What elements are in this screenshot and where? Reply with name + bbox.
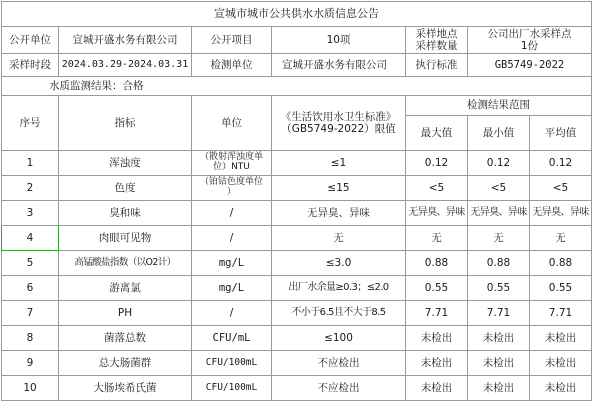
row-limit: 无异臭、异味: [272, 201, 406, 226]
row-min: 未检出: [468, 376, 530, 401]
standard-label: 执行标准: [406, 54, 468, 77]
row-unit: mg/L: [192, 251, 272, 276]
row-limit: ≤3.0: [272, 251, 406, 276]
row-avg: 未检出: [530, 326, 592, 351]
sample-site-value-line2: 1份: [520, 40, 539, 52]
header-min: 最小值: [468, 116, 530, 151]
row-unit: [192, 151, 272, 176]
sample-site-label-line1: 采样地点: [415, 27, 458, 40]
row-indicator: 肉眼可见物: [59, 226, 192, 251]
row-indicator: 臭和味: [59, 201, 192, 226]
row-avg: 0.55: [530, 276, 592, 301]
row-indicator: PH: [59, 301, 192, 326]
info-row-2: [2, 54, 592, 77]
row-min: 0.55: [468, 276, 530, 301]
row-indicator: 总大肠菌群: [59, 351, 192, 376]
sample-site-label: [406, 27, 468, 54]
row-no: 10: [2, 376, 59, 401]
info-row-1: [2, 27, 592, 54]
row-limit: ≤15: [272, 176, 406, 201]
row-max: 0.88: [406, 251, 468, 276]
row-unit: /: [192, 226, 272, 251]
test-unit-label: 检测单位: [192, 54, 272, 77]
row-avg: 无: [530, 226, 592, 251]
row-max: 7.71: [406, 301, 468, 326]
row-no: 3: [2, 201, 59, 226]
row-avg: 无异臭、异味: [530, 201, 592, 226]
project-label: 公开项目: [192, 27, 272, 54]
row-unit: CFU/100mL: [192, 376, 272, 401]
row-limit: ≤1: [272, 151, 406, 176]
header-max: 最大值: [406, 116, 468, 151]
row-indicator: 菌落总数: [59, 326, 192, 351]
row-unit: mg/L: [192, 276, 272, 301]
row-unit-line1: （散射浑浊度单: [199, 152, 263, 163]
water-quality-notice-sheet: [1, 1, 591, 401]
publisher-label: 公开单位: [2, 27, 59, 54]
row-min: 0.88: [468, 251, 530, 276]
result-text: 水质监测结果：合格: [2, 77, 592, 96]
table-row: [2, 151, 592, 176]
row-indicator: 色度: [59, 176, 192, 201]
row-avg: 未检出: [530, 351, 592, 376]
row-max: 未检出: [406, 351, 468, 376]
row-no: 6: [2, 276, 59, 301]
header-result-range: 检测结果范围: [406, 96, 592, 116]
row-unit: /: [192, 301, 272, 326]
row-indicator: 大肠埃希氏菌: [59, 376, 192, 401]
row-max: 0.55: [406, 276, 468, 301]
table-row: [2, 326, 592, 351]
table-row: [2, 201, 592, 226]
table-row: [2, 376, 592, 401]
row-max: 未检出: [406, 326, 468, 351]
row-no: 7: [2, 301, 59, 326]
period-value: 2024.03.29-2024.03.31: [59, 54, 192, 77]
publisher-value: 宣城开盛水务有限公司: [59, 27, 192, 54]
row-min: 未检出: [468, 351, 530, 376]
row-unit: /: [192, 201, 272, 226]
row-max: 0.12: [406, 151, 468, 176]
row-unit-line2: ）: [226, 187, 236, 197]
table-row: [2, 276, 592, 301]
row-avg: 0.12: [530, 151, 592, 176]
header-no: 序号: [2, 96, 59, 151]
sample-site-label-line2: 采样数量: [415, 40, 458, 52]
period-label: 采样时段: [2, 54, 59, 77]
row-unit: CFU/100mL: [192, 351, 272, 376]
row-avg: 7.71: [530, 301, 592, 326]
row-limit: ≤100: [272, 326, 406, 351]
table-row: [2, 176, 592, 201]
row-min: 7.71: [468, 301, 530, 326]
row-unit: CFU/mL: [192, 326, 272, 351]
row-indicator: 浑浊度: [59, 151, 192, 176]
table-row: [2, 301, 592, 326]
row-max: <5: [406, 176, 468, 201]
row-max: 无: [406, 226, 468, 251]
table-row: [2, 226, 592, 251]
row-indicator: 游离氯: [59, 276, 192, 301]
standard-value: GB5749-2022: [468, 54, 592, 77]
header-row-1: [2, 96, 592, 116]
result-row: [2, 77, 592, 96]
row-limit: 出厂水余量≥0.3；≤2.0: [272, 276, 406, 301]
header-avg: 平均值: [530, 116, 592, 151]
table-row: [2, 351, 592, 376]
row-unit-line2: 位）NTU: [213, 162, 250, 172]
row-no: 1: [2, 151, 59, 176]
row-no: 4: [2, 226, 59, 251]
sample-site-value-line1: 公司出厂水采样点: [487, 27, 572, 40]
row-limit: 不小于6.5且不大于8.5: [272, 301, 406, 326]
row-min: 无异臭、异味: [468, 201, 530, 226]
row-limit: 不应检出: [272, 351, 406, 376]
row-unit: [192, 176, 272, 201]
water-quality-table: [1, 1, 592, 401]
project-value: 10项: [272, 27, 406, 54]
row-no: 5: [2, 251, 59, 276]
row-min: 无: [468, 226, 530, 251]
row-avg: <5: [530, 176, 592, 201]
row-avg: 0.88: [530, 251, 592, 276]
header-limit-line1: 《生活饮用水卫生标准》: [280, 110, 397, 123]
sample-site-value: [468, 27, 592, 54]
header-limit: [272, 96, 406, 151]
row-avg: 未检出: [530, 376, 592, 401]
row-min: 0.12: [468, 151, 530, 176]
header-unit: 单位: [192, 96, 272, 151]
header-limit-line2: （GB5749-2022）限值: [281, 123, 396, 135]
row-limit: 不应检出: [272, 376, 406, 401]
row-min: <5: [468, 176, 530, 201]
notice-title: 宣城市城市公共供水水质信息公告: [2, 2, 592, 27]
row-no: 8: [2, 326, 59, 351]
row-max: 未检出: [406, 376, 468, 401]
row-unit-line1: （铂钴色度单位: [199, 177, 263, 188]
row-no: 2: [2, 176, 59, 201]
header-indicator: 指标: [59, 96, 192, 151]
row-max: 无异臭、异味: [406, 201, 468, 226]
row-min: 未检出: [468, 326, 530, 351]
row-no: 9: [2, 351, 59, 376]
test-unit-value: 宣城开盛水务有限公司: [272, 54, 406, 77]
table-row: [2, 251, 592, 276]
row-indicator: 高锰酸盐指数（以O2计）: [59, 251, 192, 276]
row-limit: 无: [272, 226, 406, 251]
